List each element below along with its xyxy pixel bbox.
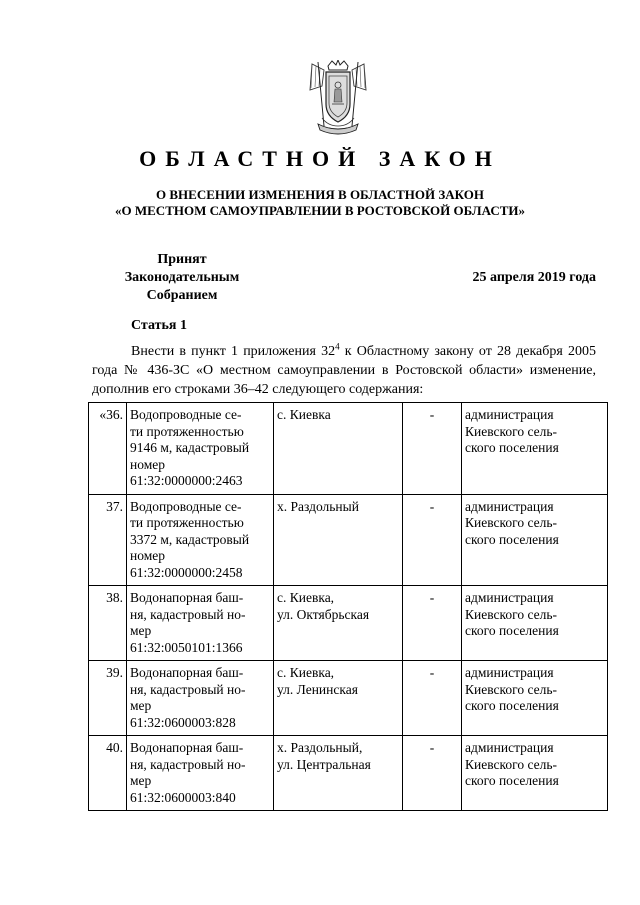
name-line: 9146 м, кадастровый [130, 440, 250, 455]
owner-cell [462, 586, 608, 661]
owner-line: администрация [465, 740, 554, 755]
name-line: Водонапорная баш- [130, 740, 244, 755]
owner-line: администрация [465, 590, 554, 605]
name-line: мер [130, 698, 152, 713]
object-location-cell [274, 494, 403, 586]
name-line: ти протяженностью [130, 423, 244, 439]
coat-of-arms-emblem [298, 60, 378, 140]
owner-line: Киевского сель- [465, 606, 557, 622]
place-line: ул. Центральная [277, 756, 371, 772]
object-name-cell [127, 586, 274, 661]
owner-line: администрация [465, 498, 554, 514]
row-number-cell: 39. [89, 661, 127, 736]
paragraph-superscript: 4 [335, 341, 340, 352]
document-title: ОБЛАСТНОЙ ЗАКОН [139, 146, 501, 171]
name-line: ня, кадастровый но- [130, 756, 246, 772]
object-location-cell [274, 403, 403, 495]
subtitle-line-2: «О МЕСТНОМ САМОУПРАВЛЕНИИ В РОСТОВСКОЙ ОБЛАСТИ» [115, 203, 525, 218]
name-line: Водонапорная баш- [130, 590, 244, 605]
empty-value-cell: - [403, 494, 462, 586]
place-line: ул. Ленинская [277, 681, 358, 697]
name-line: ти протяженностью [130, 515, 244, 530]
place-line: с. Киевка, [277, 665, 335, 680]
table-row [89, 661, 608, 736]
name-line: номер [130, 456, 166, 472]
empty-value-cell: - [403, 403, 462, 495]
paragraph-text-start: Внести в пункт 1 приложения 32 [131, 344, 336, 359]
name-line: Водонапорная баш- [130, 665, 244, 680]
objects-table [88, 402, 608, 811]
owner-line: ского поселения [465, 698, 559, 713]
object-name-cell [127, 661, 274, 736]
name-line: 3372 м, кадастровый [130, 531, 250, 547]
name-line: мер [130, 773, 152, 788]
owner-cell [462, 736, 608, 811]
owner-line: Киевского сель- [465, 423, 557, 439]
adoption-line-2: Законодательным Собранием [124, 270, 240, 303]
row-number-cell: 40. [89, 736, 127, 811]
name-line: Водопроводные се- [130, 498, 242, 514]
object-name-cell [127, 403, 274, 495]
coat-of-arms-icon [298, 60, 378, 140]
name-line: 61:32:0000000:2463 [130, 473, 243, 488]
place-line: х. Раздольный, [277, 740, 363, 755]
owner-cell [462, 403, 608, 495]
owner-line: ского поселения [465, 773, 559, 788]
document-subtitle [0, 187, 640, 219]
row-number-cell: 38. [89, 586, 127, 661]
owner-line: администрация [465, 407, 554, 422]
name-line: 61:32:0600003:840 [130, 789, 236, 805]
empty-value-cell: - [403, 661, 462, 736]
adoption-date: 25 апреля 2019 года [472, 270, 596, 285]
owner-line: Киевского сель- [465, 681, 557, 697]
owner-cell [462, 494, 608, 586]
owner-line: ского поселения [465, 623, 559, 638]
empty-value-cell: - [403, 736, 462, 811]
name-line: ня, кадастровый но- [130, 606, 246, 622]
article-heading: Статья 1 [131, 318, 187, 333]
name-line: номер [130, 548, 166, 563]
table-row [89, 736, 608, 811]
object-location-cell [274, 661, 403, 736]
name-line: ня, кадастровый но- [130, 681, 246, 697]
adoption-line-1: Принят [157, 252, 207, 267]
table-row [89, 586, 608, 661]
name-line: Водопроводные се- [130, 407, 242, 422]
place-line: с. Киевка [277, 407, 331, 422]
owner-line: ского поселения [465, 440, 559, 455]
object-name-cell [127, 494, 274, 586]
owner-line: Киевского сель- [465, 515, 557, 530]
place-line: с. Киевка, [277, 590, 335, 605]
subtitle-line-1: О ВНЕСЕНИИ ИЗМЕНЕНИЯ В ОБЛАСТНОЙ ЗАКОН [156, 187, 484, 202]
row-number-cell: 37. [89, 494, 127, 586]
place-line: х. Раздольный [277, 498, 359, 514]
place-line: ул. Октябрьская [277, 606, 370, 622]
object-location-cell [274, 586, 403, 661]
name-line: 61:32:0050101:1366 [130, 639, 243, 655]
name-line: мер [130, 623, 152, 638]
owner-line: ского поселения [465, 531, 559, 547]
empty-value-cell: - [403, 586, 462, 661]
name-line: 61:32:0600003:828 [130, 714, 236, 730]
owner-line: администрация [465, 665, 554, 680]
article-paragraph [92, 342, 596, 399]
object-location-cell [274, 736, 403, 811]
table-row [89, 494, 608, 586]
name-line: 61:32:0000000:2458 [130, 564, 243, 580]
table-row [89, 403, 608, 495]
row-number-cell: «36. [89, 403, 127, 495]
owner-cell [462, 661, 608, 736]
owner-line: Киевского сель- [465, 756, 557, 772]
adoption-info [92, 251, 272, 305]
object-name-cell [127, 736, 274, 811]
paragraph-text-end: к Областному закону от 28 декабря 2005 года № 436-ЗС «О местном самоуправлении в Ростовской области» изменение, дополнив его строками 36–42 следующего содержания: [92, 344, 596, 397]
